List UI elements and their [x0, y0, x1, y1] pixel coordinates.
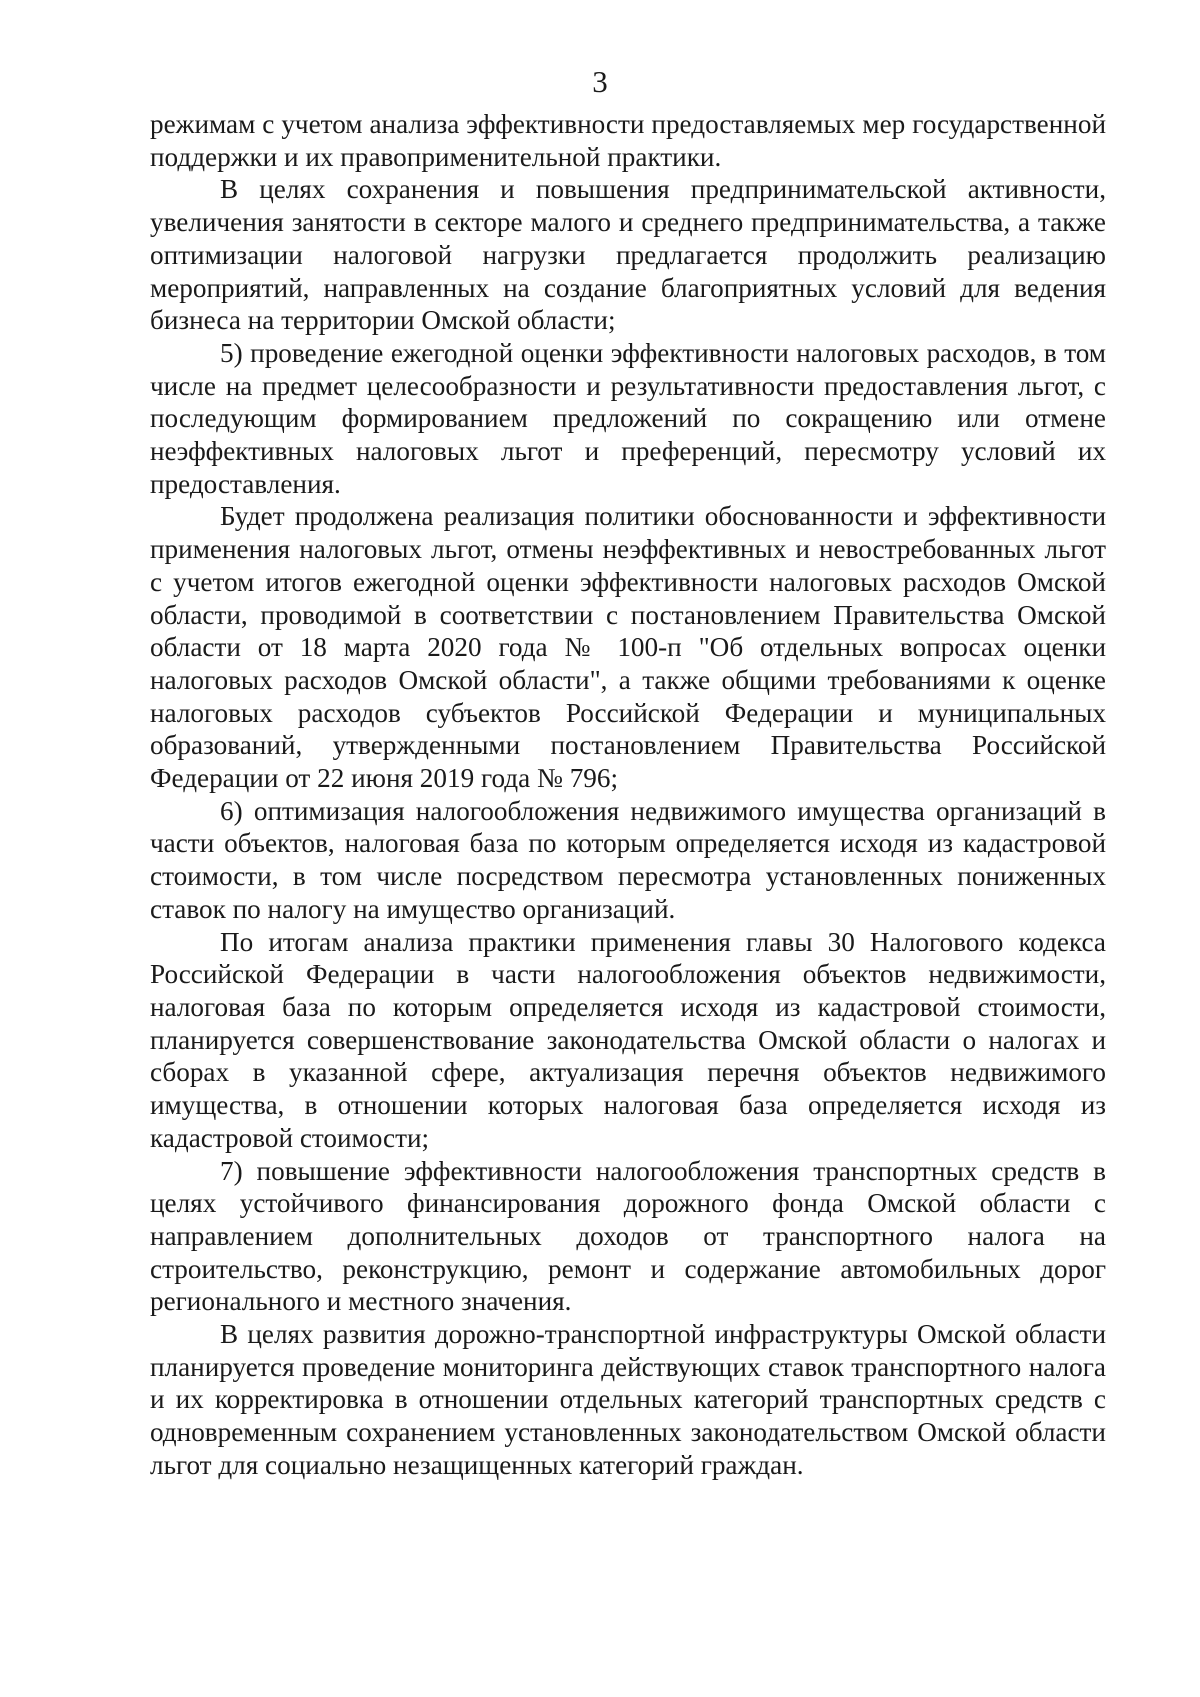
paragraph: режимам с учетом анализа эффективности предоставляемых мер государственной поддержки и их правоприменительной практики. — [150, 109, 1106, 172]
paragraph: По итогам анализа практики применения главы 30 Налогового кодекса Российской Федерации в части налогообложения объектов недвижимости, налоговая база по которым определяется исходя из кадастровой стоимости, планируется совершенствование законодательства Омской области о налогах и сборах в указанной сфере, актуализация перечня объектов недвижимого имущества, в отношении которых налоговая база определяется исходя из кадастровой стоимости; — [150, 926, 1106, 1153]
paragraph: В целях развития дорожно-транспортной инфраструктуры Омской области планируется проведение мониторинга действующих ставок транспортного налога и их корректировка в отношении отдельных категорий транспортных средств с одновременным сохранением установленных законодательством Омской области льгот для социально незащищенных категорий граждан. — [150, 1319, 1106, 1480]
paragraph: 5) проведение ежегодной оценки эффективности налоговых расходов, в том числе на предмет целесообразности и результативности предоставления льгот, с последующим формированием предложений по сокращению или отмене неэффективных налоговых льгот и преференций, пересмотру условий их предоставления. — [150, 337, 1106, 499]
paragraph: 7) повышение эффективности налогообложения транспортных средств в целях устойчивого финансирования дорожного фонда Омской области с направлением дополнительных доходов от транспортного налога на строительство, реконструкцию, ремонт и содержание автомобильных дорог регионального и местного значения. — [150, 1155, 1106, 1317]
page-number: 3 — [592, 64, 608, 99]
paragraph: В целях сохранения и повышения предпринимательской активности, увеличения занятости в секторе малого и среднего предпринимательства, а также оптимизации налоговой нагрузки предлагается продолжить реализацию мероприятий, направленных на создание благоприятных условий для ведения бизнеса на территории Омской области; — [150, 174, 1106, 336]
paragraph: 6) оптимизация налогообложения недвижимого имущества организаций в части объектов, налоговая база по которым определяется исходя из кадастровой стоимости, в том числе посредством пересмотра установленных пониженных ставок по налогу на имущество организаций. — [150, 795, 1106, 924]
document-body — [150, 108, 1106, 1482]
paragraph: Будет продолжена реализация политики обоснованности и эффективности применения налоговых льгот, отмены неэффективных и невостребованных льгот с учетом итогов ежегодной оценки эффективности налоговых расходов Омской области, проводимой в соответствии с постановлением Правительства Омской области от 18 марта 2020 года № 100-п "Об отдельных вопросах оценки налоговых расходов Омской области", а также общими требованиями к оценке налоговых расходов субъектов Российской Федерации и муниципальных образований, утвержденными постановлением Правительства Российской Федерации от 22 июня 2019 года № 796; — [150, 501, 1106, 794]
